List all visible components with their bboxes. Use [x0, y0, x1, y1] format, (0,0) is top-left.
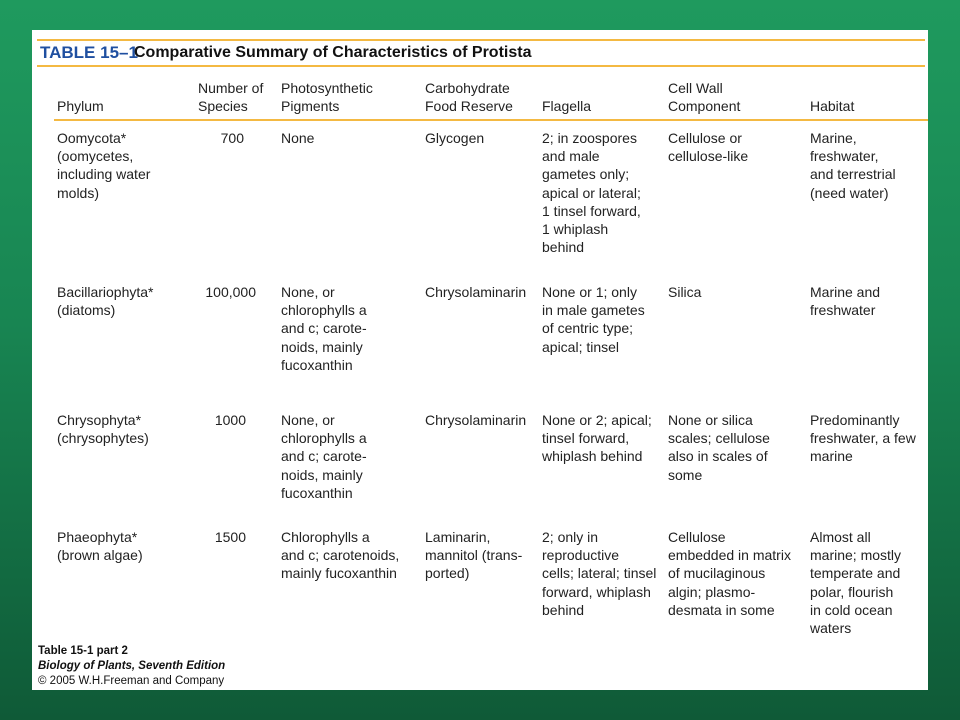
row-2-habitat: Marine and freshwater — [810, 284, 881, 319]
row-3-flagella: None or 2; apical; tinsel forward, whiplash behind — [542, 412, 652, 465]
header-flagella: Flagella — [542, 98, 592, 114]
row-1-species: 700 — [220, 130, 244, 146]
row-2-reserve: Chrysolaminarin — [425, 284, 527, 300]
row-3-habitat: Predominantly freshwater, a few marine — [810, 412, 916, 465]
row-4-wall: Cellulose embedded in matrix of mucilaginous algin; plasmo- desmata in some — [668, 529, 791, 618]
footer-book-title: Biology of Plants, Seventh Edition — [38, 660, 226, 672]
row-2-flagella: None or 1; only in male gametes of centric type; apical; tinsel — [542, 284, 645, 355]
row-4-species: 1500 — [214, 529, 246, 545]
row-3-wall: None or silica scales; cellulose also in scales of some — [668, 412, 770, 483]
row-3-pigments: None, or chlorophylls a and c; carote- noids, mainly fucoxanthin — [281, 412, 367, 501]
row-1-flagella: 2; in zoospores and male gametes only; apical or lateral; 1 tinsel forward, 1 whiplash behind — [542, 130, 641, 256]
table-number: TABLE 15–1 — [40, 43, 138, 62]
footer-credit — [38, 644, 225, 689]
header-pigments: Photosynthetic Pigments — [281, 80, 373, 114]
table-title-bar — [37, 39, 925, 67]
header-rule — [54, 119, 928, 121]
row-3-reserve: Chrysolaminarin — [425, 412, 527, 428]
header-reserve: Carbohydrate Food Reserve — [425, 80, 513, 114]
row-4-flagella: 2; only in reproductive cells; lateral; tinsel forward, whiplash behind — [542, 529, 657, 618]
footer-table-ref: Table 15-1 part 2 — [38, 645, 128, 657]
row-2-species: 100,000 — [205, 284, 256, 300]
row-3-species: 1000 — [214, 412, 246, 428]
header-phylum: Phylum — [57, 98, 104, 114]
row-3-phylum: Chrysophyta* (chrysophytes) — [57, 412, 149, 447]
row-1-pigments: None — [281, 130, 315, 146]
row-4-pigments: Chlorophylls a and c; carotenoids, mainly fucoxanthin — [281, 529, 400, 582]
header-habitat: Habitat — [810, 98, 855, 114]
row-2-phylum: Bacillariophyta* (diatoms) — [57, 284, 154, 319]
header-wall: Cell Wall Component — [668, 80, 741, 114]
slide — [32, 30, 928, 690]
footer-copyright: © 2005 W.H.Freeman and Company — [38, 675, 225, 687]
row-1-wall: Cellulose or cellulose-like — [668, 130, 749, 165]
row-1-habitat: Marine, freshwater, and terrestrial (need water) — [810, 130, 896, 201]
row-4-reserve: Laminarin, mannitol (trans- ported) — [425, 529, 523, 582]
row-2-pigments: None, or chlorophylls a and c; carote- noids, mainly fucoxanthin — [281, 284, 367, 373]
row-1-reserve: Glycogen — [425, 130, 485, 146]
table-title: Comparative Summary of Characteristics of Protista — [134, 44, 532, 61]
row-4-habitat: Almost all marine; mostly temperate and polar, flourish in cold ocean waters — [810, 529, 902, 637]
row-4-phylum: Phaeophyta* (brown algae) — [57, 529, 143, 564]
header-species: Number of Species — [198, 80, 264, 114]
row-2-wall: Silica — [668, 284, 702, 300]
row-1-phylum: Oomycota* (oomycetes, including water molds) — [57, 130, 151, 201]
